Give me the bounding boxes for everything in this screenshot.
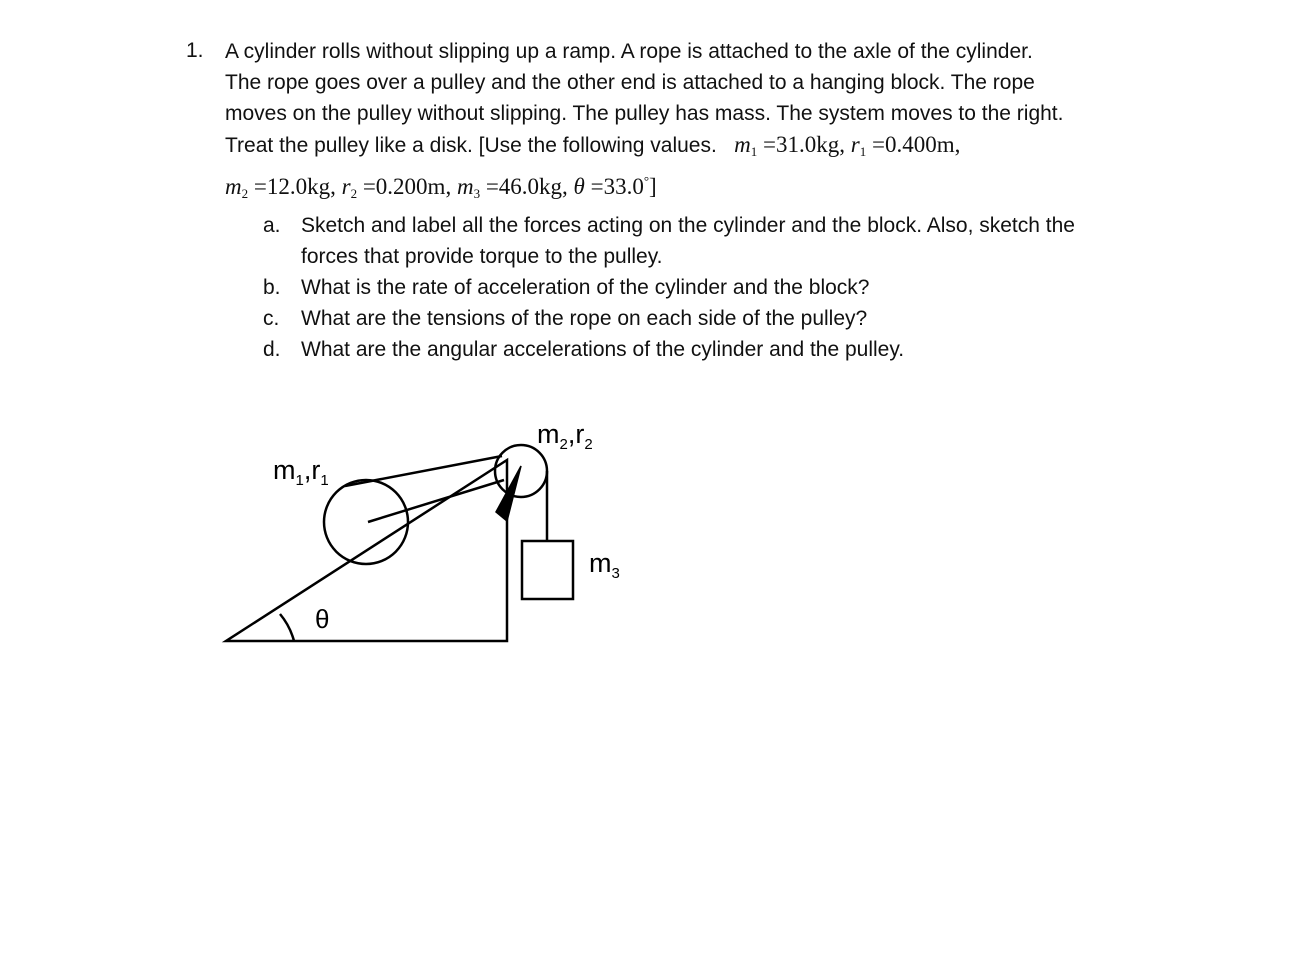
value-theta: 33.0 [603, 174, 644, 199]
rope-upper [345, 456, 502, 486]
pulley-bracket [496, 466, 521, 521]
value-r1: 0.400m [884, 132, 955, 157]
problem-number: 1. [186, 39, 204, 62]
part-letter: a. [263, 214, 281, 237]
pulley-label: $m_2,r_2$ [537, 419, 593, 453]
block-label: $m_3$ [589, 548, 620, 582]
pulley [495, 445, 547, 497]
statement-line-2: The rope goes over a pulley and the other end is attached to a hanging block. The rope [225, 71, 1035, 94]
hanging-block [522, 541, 573, 599]
part-letter: d. [263, 338, 281, 361]
part-text-line: forces that provide torque to the pulley. [301, 245, 663, 268]
part-text-line: What is the rate of acceleration of the cylinder and the block? [301, 276, 870, 299]
values-intro: Treat the pulley like a disk. [Use the following values. [225, 134, 717, 157]
part-text-line: What are the angular accelerations of the cylinder and the pulley. [301, 338, 905, 361]
statement-line-3: moves on the pulley without slipping. The pulley has mass. The system moves to the right. [225, 102, 1064, 125]
angle-label: θ [315, 604, 330, 634]
statement-line-1: A cylinder rolls without slipping up a ramp. A rope is attached to the axle of the cylinder. [225, 40, 1033, 63]
part-letter: b. [263, 276, 281, 299]
given-values-1: $m_1 =31.0kg$, $r_1 =0.400m$, [734, 132, 961, 159]
cylinder-label: $m_1,r_1$ [273, 455, 329, 489]
value-m1: 31.0kg [776, 132, 840, 157]
part-text-line: Sketch and label all the forces acting on the cylinder and the block. Also, sketch the [301, 214, 1075, 237]
value-m3: 46.0kg [498, 174, 563, 199]
value-r2: 0.200m [375, 174, 446, 199]
angle-arc [280, 614, 294, 641]
part-letter: c. [263, 307, 280, 330]
given-values-2: $m_2 =12.0kg$, $r_2 =0.200m$, $m_3 =46.0kg$, θ =33.0°] [225, 173, 657, 201]
ramp [226, 460, 507, 641]
value-m2: 12.0kg [266, 174, 331, 199]
part-text-line: What are the tensions of the rope on each side of the pulley? [301, 307, 868, 330]
